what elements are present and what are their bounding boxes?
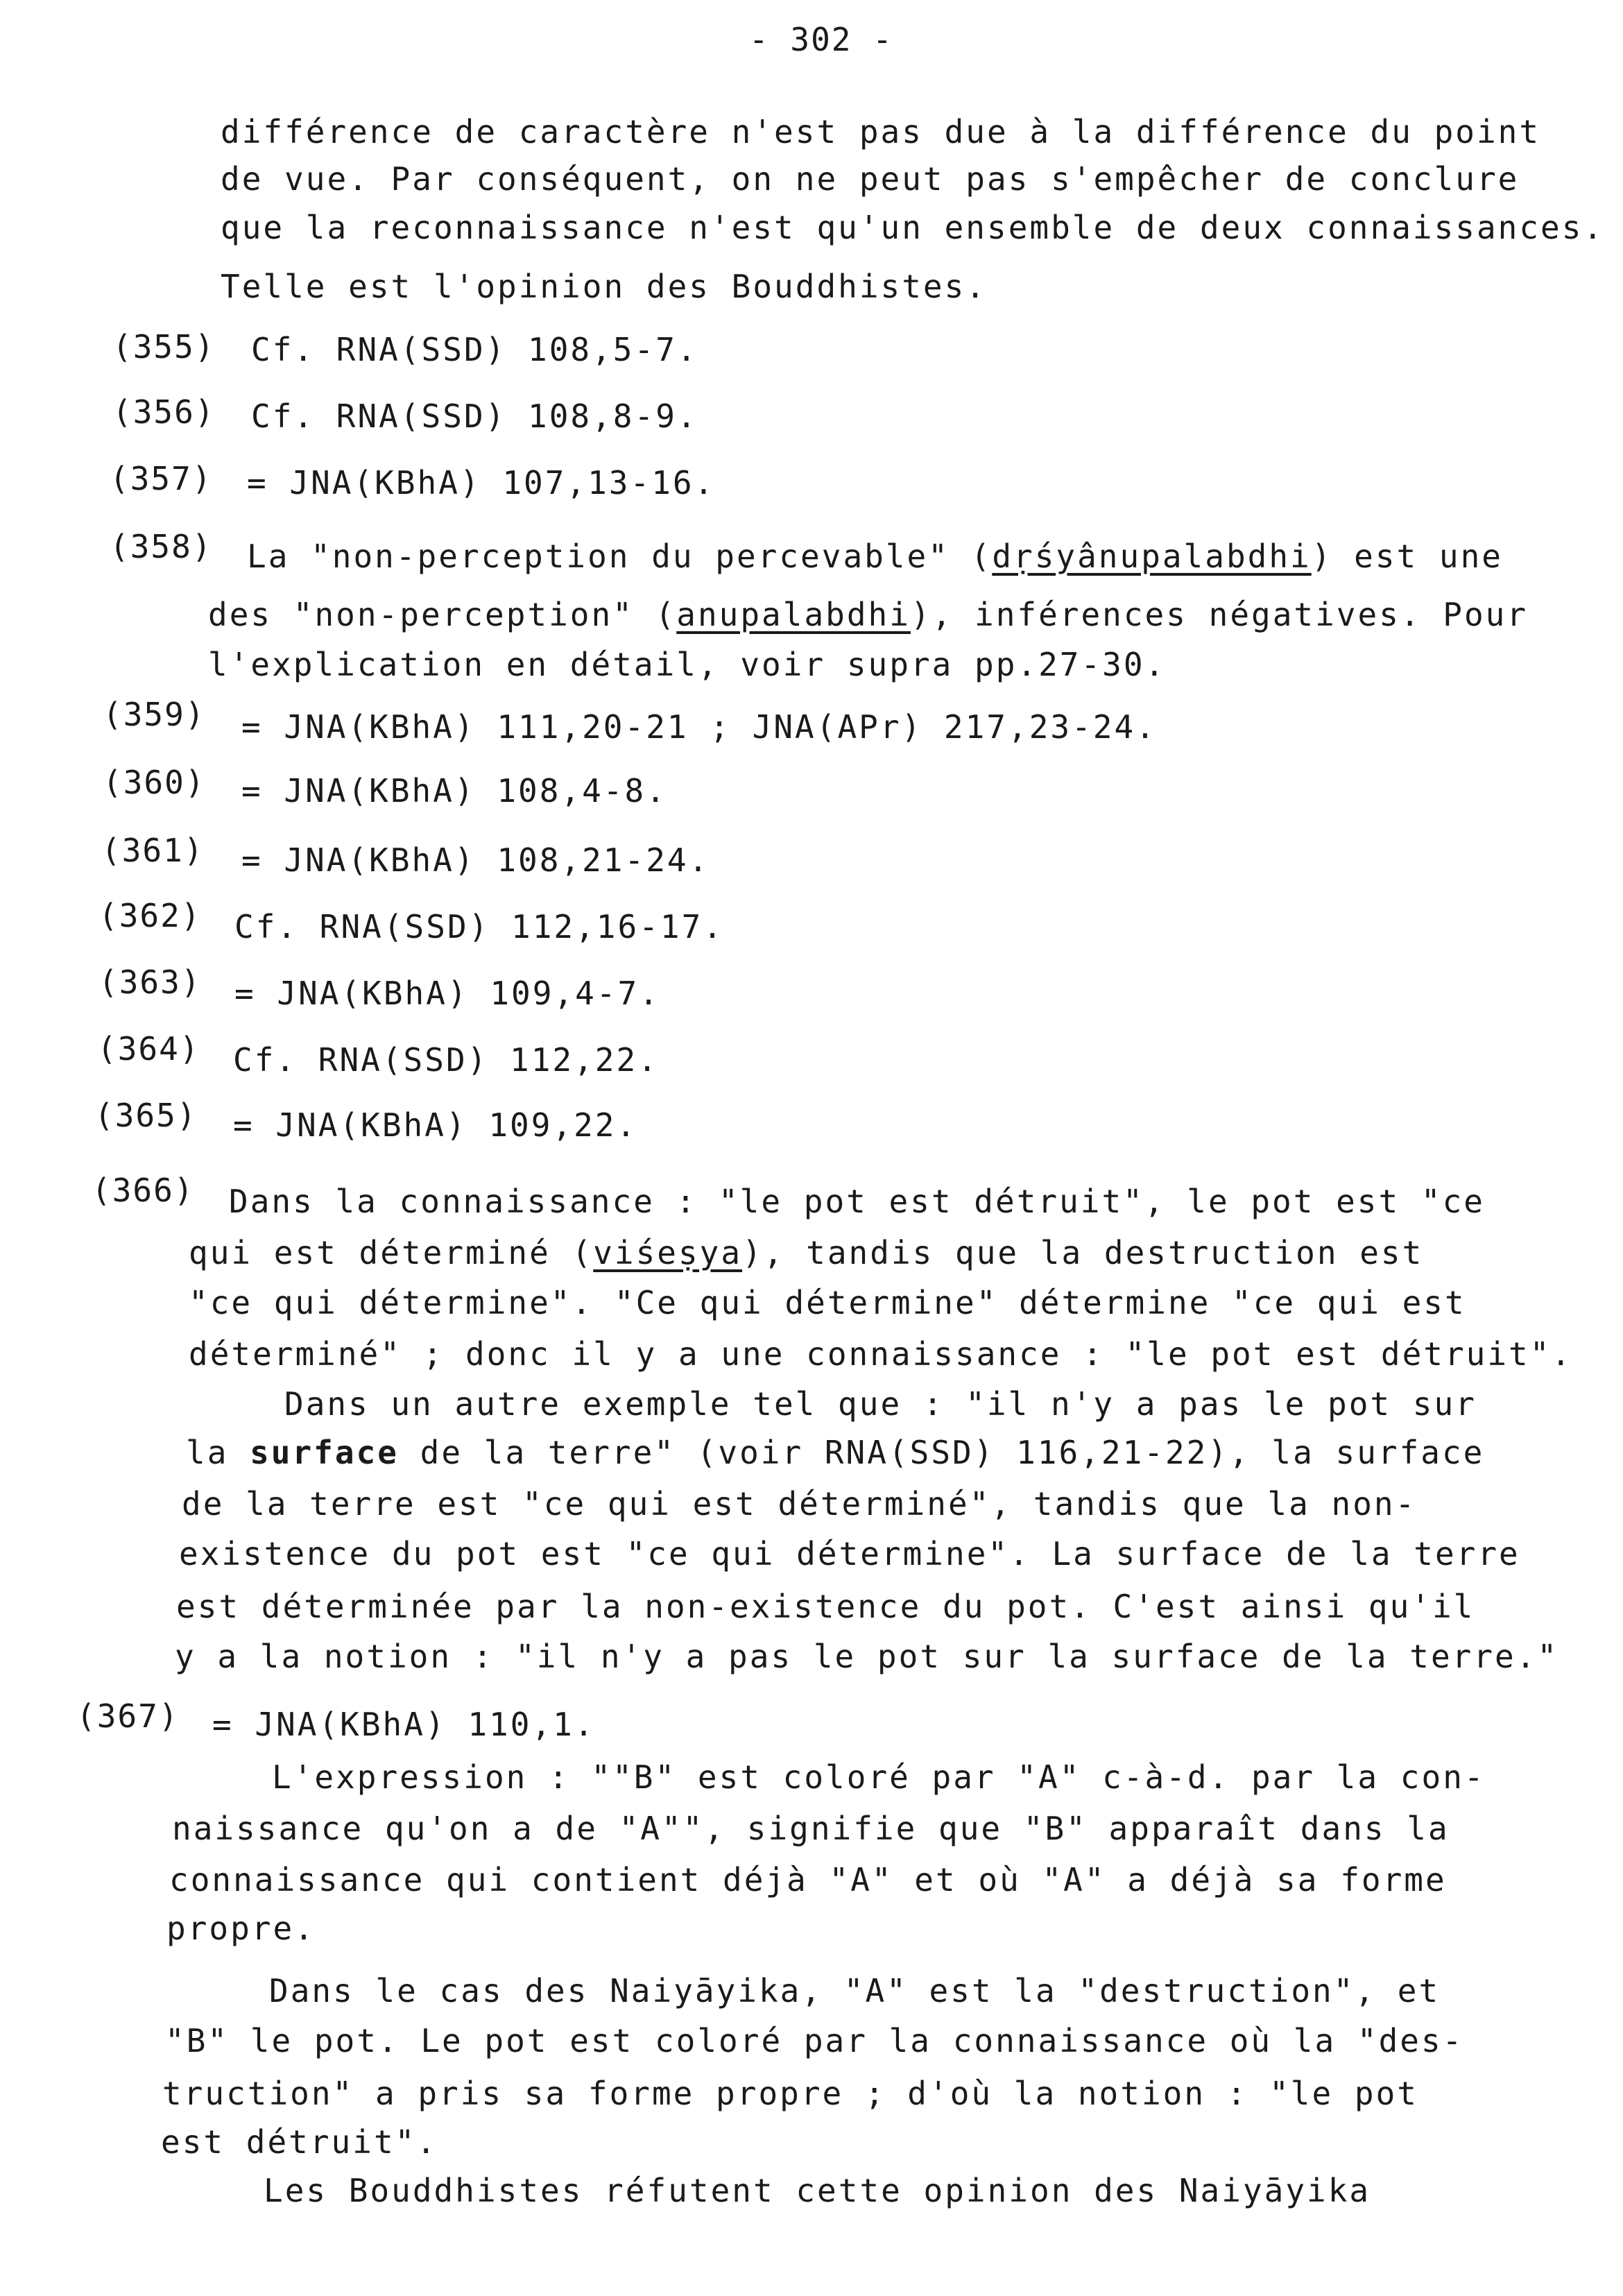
- note-366-line-3: "ce qui détermine". "Ce qui détermine" détermine "ce qui est: [189, 1284, 1466, 1321]
- note-358-line-2-start: des "non-perception" (: [208, 596, 677, 633]
- note-358-line-1-end: ) est une: [1311, 538, 1503, 575]
- note-text-361: = JNA(KBhA) 108,21-24.: [241, 841, 710, 879]
- note-367-para1-line-2: naissance qu'on a de "A"", signifie que "B" apparaît dans la: [172, 1810, 1450, 1847]
- note-text-364: Cf. RNA(SSD) 112,22.: [233, 1041, 659, 1079]
- note-number-356: (356): [112, 393, 216, 431]
- note-number-363: (363): [98, 963, 202, 1001]
- note-text-356: Cf. RNA(SSD) 108,8-9.: [251, 397, 698, 435]
- note-366-line-2-end: ), tandis que la destruction est: [742, 1234, 1424, 1271]
- sanskrit-term-drsyanupalabdhi: dṛśyânupalabdhi: [992, 538, 1312, 575]
- note-text-355: Cf. RNA(SSD) 108,5-7.: [251, 331, 698, 368]
- note-text-360: = JNA(KBhA) 108,4-8.: [241, 772, 667, 809]
- note-366-line-10: y a la notion : "il n'y a pas le pot sur la surface de la terre.": [175, 1638, 1559, 1675]
- note-number-355: (355): [112, 328, 216, 366]
- note-366-line-1: Dans la connaissance : "le pot est détruit", le pot est "ce: [229, 1183, 1485, 1220]
- note-366-line-6-bold: surface: [250, 1434, 399, 1471]
- intro-line-3: que la reconnaissance n'est qu'un ensemble de deux connaissances.: [221, 209, 1605, 246]
- note-number-361: (361): [101, 832, 205, 869]
- note-358-line-3: l'explication en détail, voir supra pp.27-30.: [208, 646, 1167, 683]
- note-366-line-6-start: la: [186, 1434, 250, 1471]
- note-366-line-2-start: qui est déterminé (: [189, 1234, 594, 1271]
- note-367-para2-line-1: Dans le cas des Naiyāyika, "A" est la "destruction", et: [269, 1972, 1441, 2010]
- page-number: - 302 -: [749, 21, 893, 58]
- note-367-para1-line-1: L'expression : ""B" est coloré par "A" c-à-d. par la con-: [272, 1758, 1486, 1796]
- note-number-358: (358): [110, 528, 213, 565]
- note-text-363: = JNA(KBhA) 109,4-7.: [234, 975, 660, 1012]
- note-358-line-1: [247, 537, 1503, 576]
- note-number-362: (362): [98, 897, 202, 934]
- note-367-para2-line-3: truction" a pris sa forme propre ; d'où la notion : "le pot: [162, 2075, 1418, 2112]
- note-number-364: (364): [97, 1030, 200, 1068]
- note-366-line-5: Dans un autre exemple tel que : "il n'y a pas le pot sur: [284, 1385, 1477, 1423]
- note-number-365: (365): [94, 1097, 198, 1134]
- note-367-para2-line-2: "B" le pot. Le pot est coloré par la connaissance où la "des-: [165, 2022, 1464, 2059]
- note-358-line-1-start: La "non-perception du percevable" (: [247, 538, 993, 575]
- note-number-367: (367): [76, 1697, 180, 1735]
- note-366-line-2: [189, 1233, 1423, 1272]
- note-text-365: = JNA(KBhA) 109,22.: [233, 1106, 638, 1144]
- intro-line-2: de vue. Par conséquent, on ne peut pas s'empêcher de conclure: [221, 160, 1520, 198]
- note-text-357: = JNA(KBhA) 107,13-16.: [247, 464, 716, 502]
- note-366-line-8: existence du pot est "ce qui détermine". La surface de la terre: [179, 1535, 1520, 1573]
- note-367-para3-line-1: Les Bouddhistes réfutent cette opinion des Naiyāyika: [264, 2172, 1371, 2209]
- note-366-line-7: de la terre est "ce qui est déterminé", tandis que la non-: [182, 1485, 1417, 1523]
- note-358-line-2: [208, 595, 1528, 634]
- note-number-357: (357): [110, 460, 213, 497]
- note-text-362: Cf. RNA(SSD) 112,16-17.: [234, 908, 724, 945]
- intro-line-4: Telle est l'opinion des Bouddhistes.: [221, 268, 987, 305]
- note-366-line-6-end: de la terre" (voir RNA(SSD) 116,21-22), la surface: [398, 1434, 1485, 1471]
- sanskrit-term-anupalabdhi: anupalabdhi: [676, 596, 911, 633]
- sanskrit-term-visesya: viśeṣya: [593, 1234, 743, 1271]
- note-number-366: (366): [92, 1172, 195, 1209]
- note-367-para2-line-4: est détruit".: [161, 2123, 438, 2161]
- intro-line-1: différence de caractère n'est pas due à la différence du point: [221, 113, 1541, 151]
- note-number-360: (360): [103, 764, 206, 801]
- note-text-359: = JNA(KBhA) 111,20-21 ; JNA(APr) 217,23-24.: [241, 708, 1157, 746]
- note-367-para1-line-4: propre.: [166, 1910, 316, 1947]
- note-367-para1-line-3: connaissance qui contient déjà "A" et où "A" a déjà sa forme: [169, 1861, 1447, 1899]
- note-367-line-1: = JNA(KBhA) 110,1.: [212, 1706, 596, 1743]
- note-366-line-6: [186, 1433, 1484, 1472]
- note-366-line-4: déterminé" ; donc il y a une connaissance : "le pot est détruit".: [189, 1335, 1573, 1373]
- note-number-359: (359): [103, 696, 206, 733]
- note-366-line-9: est déterminée par la non-existence du pot. C'est ainsi qu'il: [176, 1588, 1475, 1625]
- note-358-line-2-end: ), inférences négatives. Pour: [910, 596, 1529, 633]
